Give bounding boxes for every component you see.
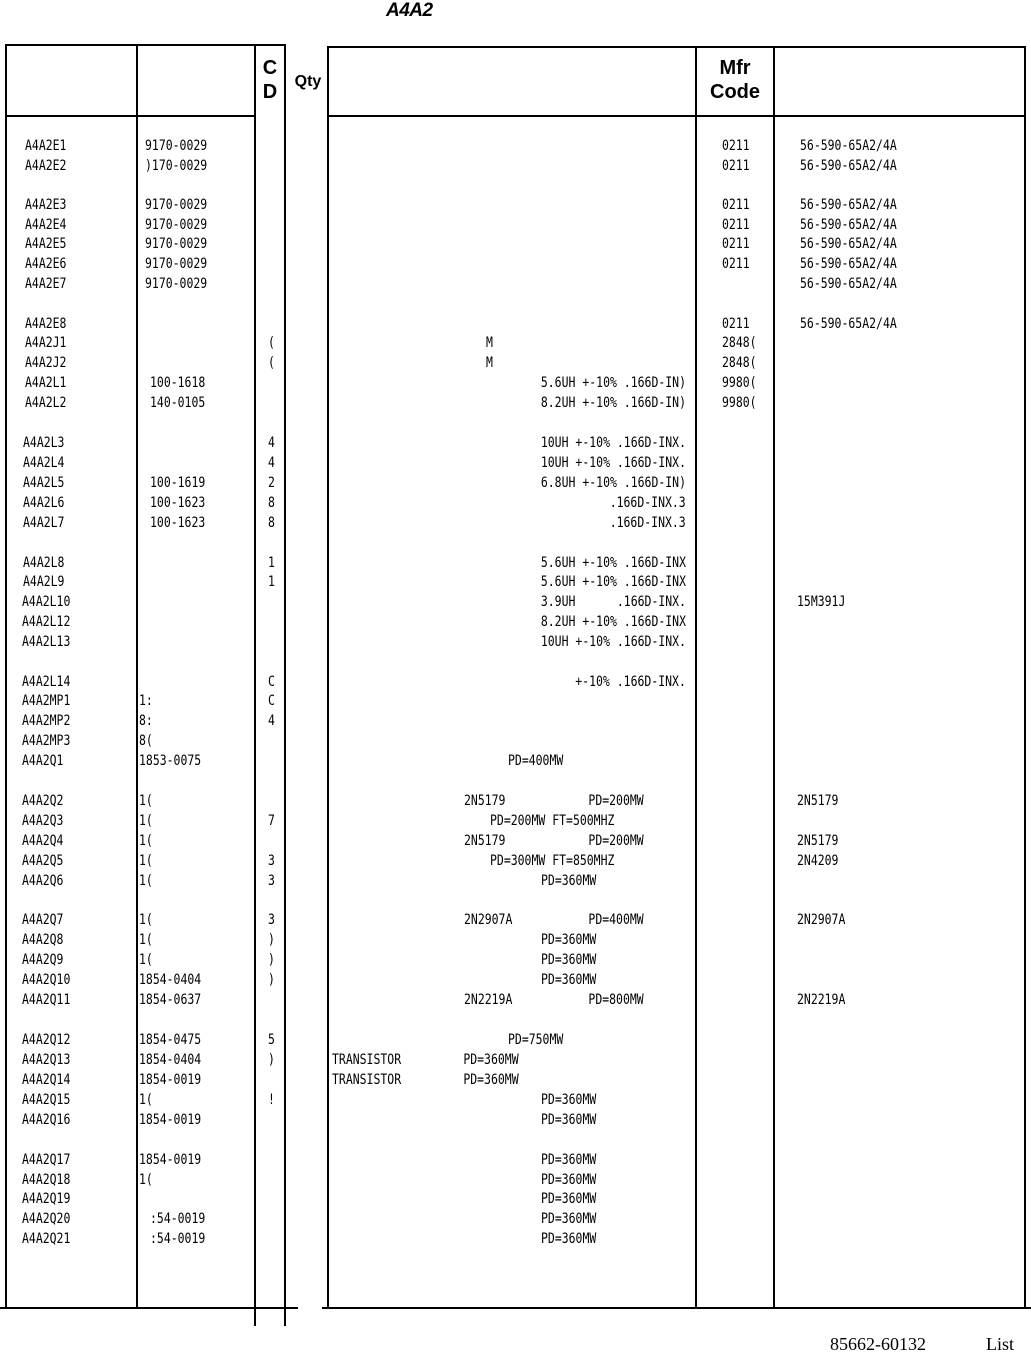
part-number: 1( (139, 833, 153, 849)
part-number: 100-1619 (150, 475, 206, 491)
description: 2N2907A PD=400MW (464, 912, 644, 928)
ref-designator: A4A2Q16 (22, 1112, 71, 1128)
cd-digit: 2 (268, 475, 275, 491)
part-number: 1( (139, 932, 153, 948)
ref-designator: A4A2J2 (25, 355, 67, 371)
ref-designator: A4A2L6 (23, 495, 65, 511)
mfr-part-number: 56-590-65A2/4A (800, 217, 897, 233)
ref-designator: A4A2L1 (25, 375, 67, 391)
cd-digit: 1 (268, 574, 275, 590)
mfr-part-number: 15M391J (797, 594, 846, 610)
description: PD=360MW (541, 1231, 597, 1247)
description: 5.6UH +-10% .166D-IN) (540, 375, 686, 391)
part-number: )170-0029 (145, 158, 208, 174)
part-number: 1854-0475 (139, 1032, 202, 1048)
mfr-part-number: 56-590-65A2/4A (800, 256, 897, 272)
description: PD=360MW (541, 1172, 597, 1188)
description: .166D-INX.3 (609, 495, 686, 511)
ref-designator: A4A2L14 (22, 674, 71, 690)
cd-digit: 3 (268, 873, 275, 889)
ref-designator: A4A2L3 (23, 435, 65, 451)
description: 8.2UH +-10% .166D-INX (540, 614, 686, 630)
column-divider-desc (695, 46, 697, 1309)
mfr-part-number: 2N5179 (797, 793, 839, 809)
ref-designator: A4A2L10 (22, 594, 71, 610)
page-title: A4A2 (386, 0, 433, 21)
description: 8.2UH +-10% .166D-IN) (540, 395, 686, 411)
ref-designator: A4A2Q19 (22, 1191, 71, 1207)
ref-designator: A4A2L5 (23, 475, 65, 491)
cd-digit: ) (268, 952, 275, 968)
header-cd-bottom: D (262, 81, 278, 103)
ref-designator: A4A2Q6 (22, 873, 64, 889)
part-number: 1854-0019 (139, 1112, 202, 1128)
column-divider-cd (284, 44, 286, 1326)
ref-designator: A4A2Q9 (22, 952, 64, 968)
ref-designator: A4A2MP2 (22, 713, 71, 729)
cd-digit: C (268, 693, 275, 709)
description: PD=400MW (508, 753, 564, 769)
cd-digit: ) (268, 1052, 275, 1068)
part-number: 100-1618 (150, 375, 206, 391)
ref-designator: A4A2Q3 (22, 813, 64, 829)
cd-digit: 4 (268, 435, 275, 451)
description: 5.6UH +-10% .166D-INX (540, 555, 686, 571)
part-number: 1854-0404 (139, 972, 202, 988)
cd-digit: 4 (268, 713, 275, 729)
mfr-code: 0211 (722, 316, 750, 332)
description: TRANSISTOR PD=360MW (332, 1052, 519, 1068)
ref-designator: A4A2L2 (25, 395, 67, 411)
cd-digit: ! (268, 1092, 275, 1108)
description: PD=360MW (541, 972, 597, 988)
part-number: 140-0105 (150, 395, 206, 411)
part-number: 1( (139, 952, 153, 968)
cd-digit: ) (268, 972, 275, 988)
part-number: 1854-0019 (139, 1072, 202, 1088)
mfr-part-number: 2N4209 (797, 853, 839, 869)
description: 10UH +-10% .166D-INX. (540, 435, 686, 451)
mfr-code: 0211 (722, 197, 750, 213)
footer-label: List (986, 1334, 1015, 1354)
ref-designator: A4A2E1 (25, 138, 67, 154)
part-number: :54-0019 (150, 1211, 206, 1227)
mfr-part-number: 56-590-65A2/4A (800, 158, 897, 174)
description: PD=200MW FT=500MHZ (490, 813, 615, 829)
mfr-part-number: 56-590-65A2/4A (800, 276, 897, 292)
part-number: :54-0019 (150, 1231, 206, 1247)
header-rule (5, 115, 255, 117)
ref-designator: A4A2L4 (23, 455, 65, 471)
ref-designator: A4A2MP1 (22, 693, 71, 709)
cd-digit: ( (268, 335, 275, 351)
ref-designator: A4A2E4 (25, 217, 67, 233)
ref-designator: A4A2Q2 (22, 793, 64, 809)
ref-designator: A4A2L13 (22, 634, 71, 650)
ref-designator: A4A2MP3 (22, 733, 71, 749)
mfr-part-number: 56-590-65A2/4A (800, 138, 897, 154)
part-number: 8: (139, 713, 153, 729)
part-number: 1( (139, 912, 153, 928)
cd-digit: C (268, 674, 275, 690)
mfr-part-number: 2N2907A (797, 912, 846, 928)
mfr-code: 0211 (722, 236, 750, 252)
description: 2N2219A PD=800MW (464, 992, 644, 1008)
description: 6.8UH +-10% .166D-IN) (540, 475, 686, 491)
ref-designator: A4A2J1 (25, 335, 67, 351)
mfr-part-number: 56-590-65A2/4A (800, 236, 897, 252)
part-number: 1( (139, 1092, 153, 1108)
ref-designator: A4A2E2 (25, 158, 67, 174)
cd-digit: 8 (268, 515, 275, 531)
part-number: 1( (139, 1172, 153, 1188)
description: M (486, 355, 493, 371)
cd-digit: 1 (268, 555, 275, 571)
ref-designator: A4A2Q4 (22, 833, 64, 849)
column-divider-right (1024, 46, 1026, 1309)
mfr-code: 0211 (722, 217, 750, 233)
column-divider-ref (136, 44, 138, 1309)
description: .166D-INX.3 (609, 515, 686, 531)
cd-digit: 3 (268, 912, 275, 928)
cd-digit: ) (268, 932, 275, 948)
ref-designator: A4A2Q18 (22, 1172, 71, 1188)
column-divider-left (5, 44, 7, 1309)
ref-designator: A4A2E6 (25, 256, 67, 272)
ref-designator: A4A2E7 (25, 276, 67, 292)
ref-designator: A4A2Q10 (22, 972, 71, 988)
mfr-code: 0211 (722, 256, 750, 272)
mfr-code: 0211 (722, 138, 750, 154)
mfr-part-number: 2N5179 (797, 833, 839, 849)
description: M (486, 335, 493, 351)
part-number: 9170-0029 (145, 276, 208, 292)
part-number: 1( (139, 813, 153, 829)
part-number: 9170-0029 (145, 197, 208, 213)
column-divider-part (254, 44, 256, 1326)
ref-designator: A4A2Q11 (22, 992, 71, 1008)
description: PD=360MW (541, 1211, 597, 1227)
footer-docnum: 85662-60132 (830, 1334, 926, 1354)
header-rule-desc (329, 115, 1026, 117)
ref-designator: A4A2Q7 (22, 912, 64, 928)
cd-digit: 7 (268, 813, 275, 829)
column-divider-mfr (773, 46, 775, 1309)
description: PD=360MW (541, 932, 597, 948)
description: +-10% .166D-INX. (575, 674, 686, 690)
part-number: 9170-0029 (145, 256, 208, 272)
part-number: 100-1623 (150, 495, 206, 511)
part-number: 1( (139, 873, 153, 889)
description: PD=360MW (541, 1191, 597, 1207)
header-mfr-top: Mfr (719, 57, 751, 79)
ref-designator: A4A2Q20 (22, 1211, 71, 1227)
mfr-code: 9980( (722, 375, 757, 391)
mfr-code: 2848( (722, 335, 757, 351)
part-number: 8( (139, 733, 153, 749)
ref-designator: A4A2Q17 (22, 1152, 71, 1168)
ref-designator: A4A2Q15 (22, 1092, 71, 1108)
description: 2N5179 PD=200MW (464, 833, 644, 849)
part-number: 1854-0404 (139, 1052, 202, 1068)
header-cd-top: C (262, 57, 278, 79)
part-number: 1853-0075 (139, 753, 202, 769)
mfr-part-number: 2N2219A (797, 992, 846, 1008)
mfr-code: 9980( (722, 395, 757, 411)
mfr-part-number: 56-590-65A2/4A (800, 197, 897, 213)
ref-designator: A4A2L9 (23, 574, 65, 590)
header-qty: Qty (294, 73, 322, 90)
description: 5.6UH +-10% .166D-INX (540, 574, 686, 590)
description: 3.9UH .166D-INX. (540, 594, 686, 610)
ref-designator: A4A2Q13 (22, 1052, 71, 1068)
cd-digit: 5 (268, 1032, 275, 1048)
description: 10UH +-10% .166D-INX. (540, 455, 686, 471)
column-divider-qty (327, 46, 329, 1309)
ref-designator: A4A2Q14 (22, 1072, 71, 1088)
cd-digit: 8 (268, 495, 275, 511)
ref-designator: A4A2E8 (25, 316, 67, 332)
part-number: 100-1623 (150, 515, 206, 531)
ref-designator: A4A2L8 (23, 555, 65, 571)
part-number: 9170-0029 (145, 217, 208, 233)
part-number: 9170-0029 (145, 236, 208, 252)
ref-designator: A4A2E3 (25, 197, 67, 213)
ref-designator: A4A2E5 (25, 236, 67, 252)
part-number: 1( (139, 793, 153, 809)
description: PD=360MW (541, 1152, 597, 1168)
cd-digit: 4 (268, 455, 275, 471)
mfr-code: 2848( (722, 355, 757, 371)
description: 2N5179 PD=200MW (464, 793, 644, 809)
description: PD=750MW (508, 1032, 564, 1048)
description: TRANSISTOR PD=360MW (332, 1072, 519, 1088)
ref-designator: A4A2Q12 (22, 1032, 71, 1048)
table-top-border-right (329, 46, 1026, 48)
table-top-border-left (5, 44, 286, 46)
header-mfr-bottom: Code (710, 81, 760, 103)
cd-digit: 3 (268, 853, 275, 869)
ref-designator: A4A2Q8 (22, 932, 64, 948)
part-number: 1( (139, 853, 153, 869)
part-number: 1854-0637 (139, 992, 202, 1008)
description: 10UH +-10% .166D-INX. (540, 634, 686, 650)
mfr-code: 0211 (722, 158, 750, 174)
description: PD=360MW (541, 1112, 597, 1128)
part-number: 1: (139, 693, 153, 709)
part-number: 1854-0019 (139, 1152, 202, 1168)
mfr-part-number: 56-590-65A2/4A (800, 316, 897, 332)
description: PD=360MW (541, 952, 597, 968)
ref-designator: A4A2L12 (22, 614, 71, 630)
table-bottom-border-right (322, 1307, 1031, 1309)
description: PD=300MW FT=850MHZ (490, 853, 615, 869)
part-number: 9170-0029 (145, 138, 208, 154)
ref-designator: A4A2L7 (23, 515, 65, 531)
ref-designator: A4A2Q1 (22, 753, 64, 769)
cd-digit: ( (268, 355, 275, 371)
description: PD=360MW (541, 873, 597, 889)
description: PD=360MW (541, 1092, 597, 1108)
ref-designator: A4A2Q21 (22, 1231, 71, 1247)
ref-designator: A4A2Q5 (22, 853, 64, 869)
